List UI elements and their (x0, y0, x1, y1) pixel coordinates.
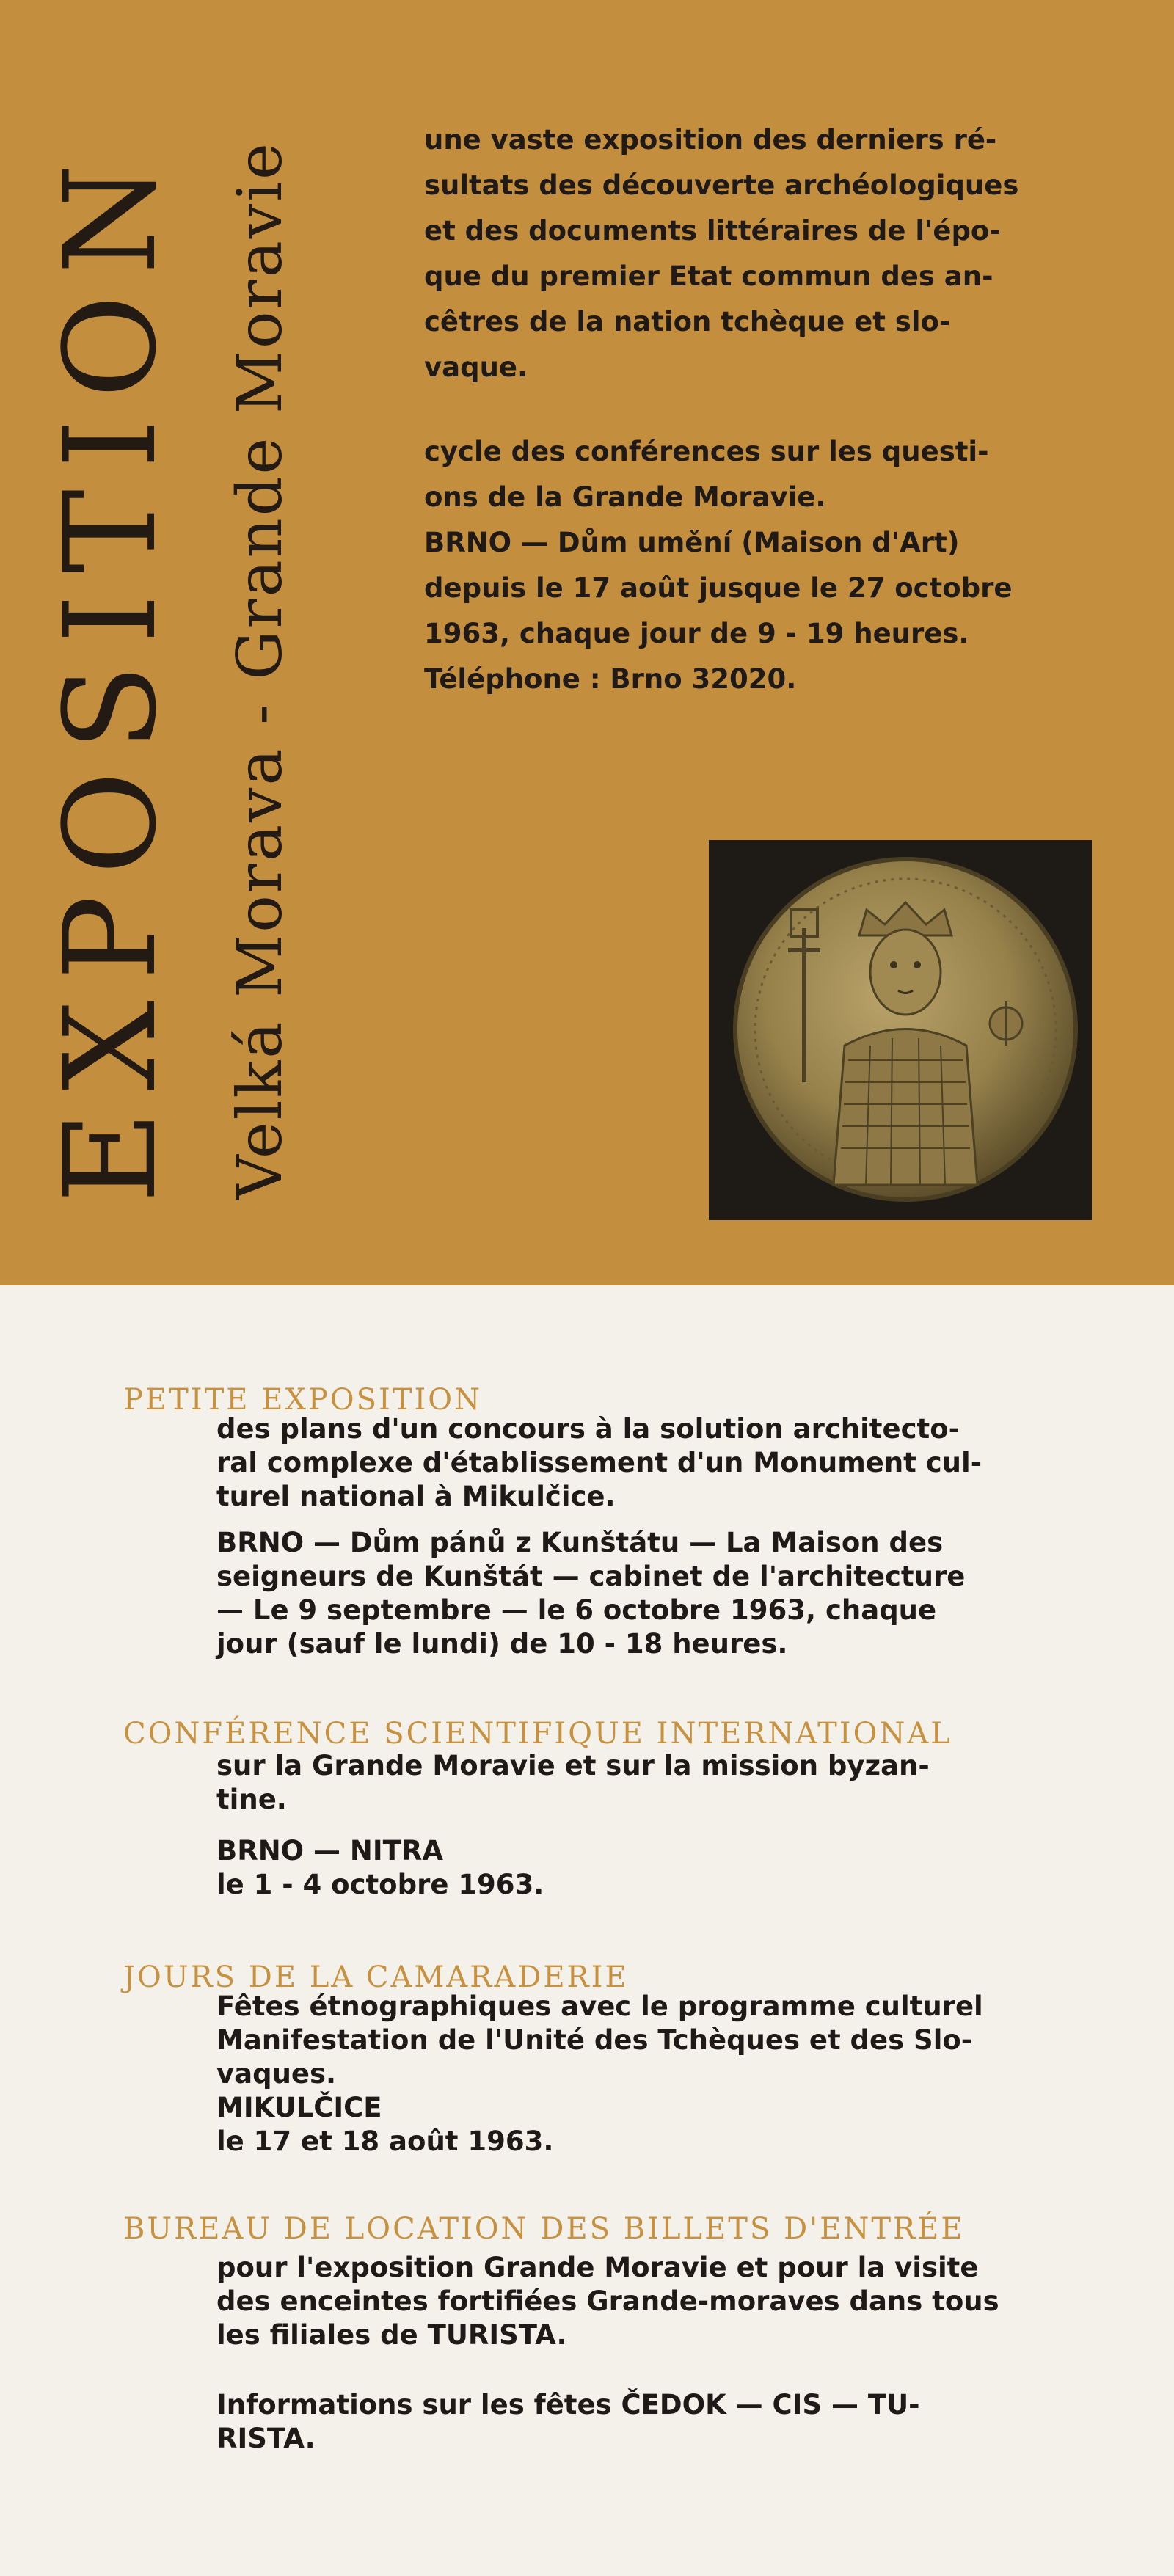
jours-camaraderie-heading: JOURS DE LA CAMARADERIE (123, 1960, 629, 1994)
exhibition-subtitle: Velká Morava - Grande Moravie (224, 141, 296, 1200)
exposition-title: EXPOSITION (37, 143, 184, 1203)
conference-details: BRNO — NITRA le 1 - 4 octobre 1963. (216, 1835, 544, 1900)
jours-camaraderie-body: Fêtes étnographiques avec le programme culturel Manifestation de l'Unité des Tchèques et des Slo- vaques. MIKULČICE le 17 et 18 août 1963. (216, 1991, 983, 2157)
coin-image (709, 840, 1092, 1220)
petite-exposition-heading: PETITE EXPOSITION (123, 1383, 483, 1417)
top-panel (0, 0, 1174, 1285)
conference-heading: CONFÉRENCE SCIENTIFIQUE INTERNATIONAL (123, 1717, 952, 1751)
conference-cycle-info: cycle des conférences sur les questi- ons de la Grande Moravie. BRNO — Dům umění (Maison d'Art) depuis le 17 août jusque le 27 octobre 1963, chaque jour de 9 - 19 heures. Téléphone : Brno 32020. (424, 436, 1013, 695)
petite-exposition-details: BRNO — Dům pánů z Kunštátu — La Maison des seigneurs de Kunštát — cabinet de l'architecture — Le 9 septembre — le 6 octobre 1963, chaque jour (sauf le lundi) de 10 - 18 heures. (216, 1527, 966, 1660)
petite-exposition-body: des plans d'un concours à la solution architecto- ral complexe d'établissement d'un Monument cul- turel national à Mikulčice. (216, 1413, 982, 1512)
exhibition-description: une vaste exposition des derniers ré- sultats des découverte archéologiques et des documents littéraires de l'épo- que du premier Etat commun des an- cêtres de la nation tchèque et slo- vaque. (424, 124, 1019, 383)
coin-illustration (709, 840, 1092, 1220)
bureau-location-info: Informations sur les fêtes ČEDOK — CIS — TU- RISTA. (216, 2389, 920, 2454)
bureau-location-heading: BUREAU DE LOCATION DES BILLETS D'ENTRÉE (123, 2212, 965, 2246)
conference-body: sur la Grande Moravie et sur la mission byzan- tine. (216, 1750, 930, 1815)
bureau-location-body: pour l'exposition Grande Moravie et pour la visite des enceintes fortifiées Grande-moraves dans tous les filiales de TURISTA. (216, 2252, 999, 2351)
